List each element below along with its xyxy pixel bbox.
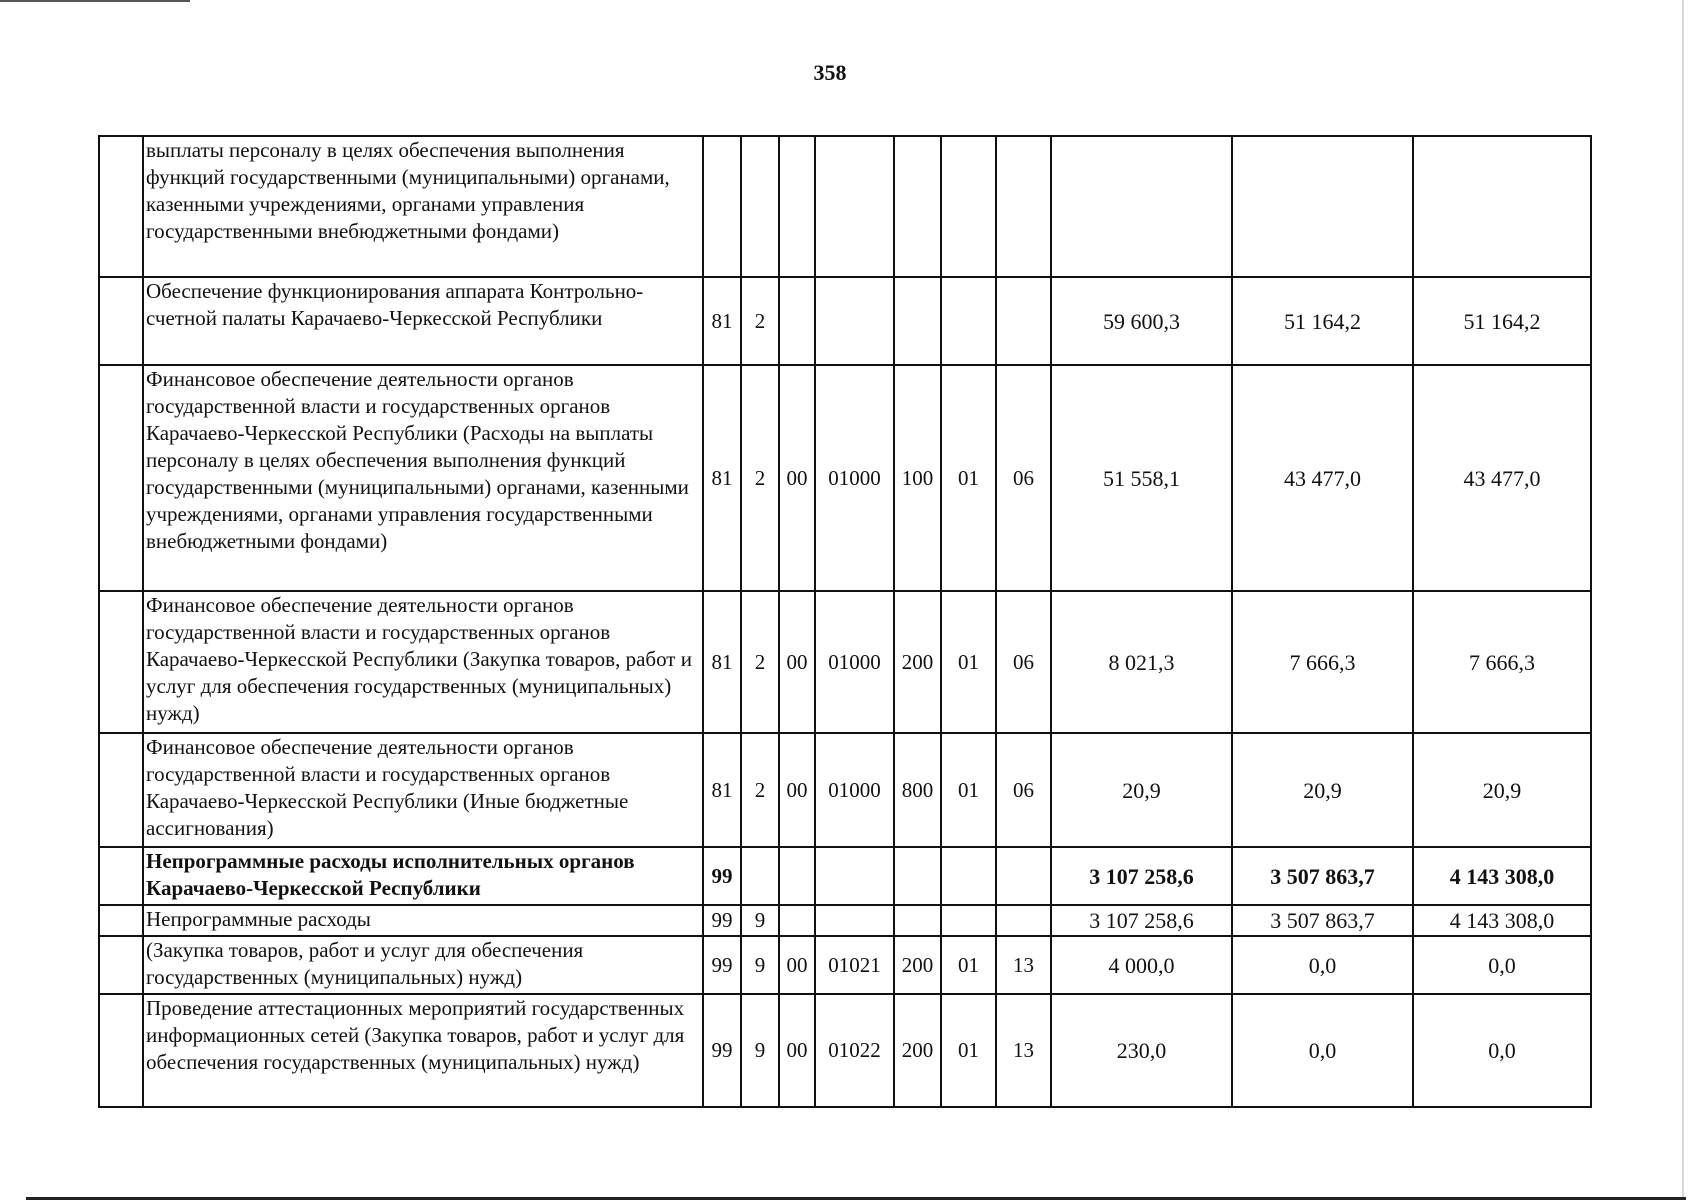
amount-cell: 0,0 [1232,994,1413,1107]
amount-cell [1232,136,1413,277]
code-cell [941,277,996,365]
code-cell [815,847,894,905]
code-cell: 2 [741,277,779,365]
code-cell: 01 [941,994,996,1107]
code-cell: 100 [894,365,941,591]
budget-table [98,135,1592,1108]
amount-cell: 20,9 [1051,733,1232,847]
code-cell: 13 [996,994,1051,1107]
code-cell: 9 [741,905,779,936]
code-cell: 99 [703,905,741,936]
table-row [99,591,1591,733]
code-cell [779,136,815,277]
code-cell: 2 [741,733,779,847]
amount-cell: 51 164,2 [1413,277,1591,365]
code-cell: 200 [894,994,941,1107]
code-cell [894,905,941,936]
code-cell [779,277,815,365]
code-cell [779,905,815,936]
code-cell: 99 [703,847,741,905]
code-cell [941,905,996,936]
row-number-cell [99,365,143,591]
amount-cell: 3 107 258,6 [1051,847,1232,905]
amount-cell: 0,0 [1413,994,1591,1107]
code-cell [996,136,1051,277]
table-row [99,994,1591,1107]
code-cell: 06 [996,365,1051,591]
amount-cell: 3 107 258,6 [1051,905,1232,936]
amount-cell: 230,0 [1051,994,1232,1107]
row-number-cell [99,936,143,994]
code-cell: 00 [779,365,815,591]
code-cell [815,136,894,277]
code-cell: 01 [941,591,996,733]
code-cell: 06 [996,733,1051,847]
row-description: Непрограммные расходы исполнительных органов Карачаево-Черкесской Республики [143,847,703,905]
code-cell: 99 [703,994,741,1107]
row-number-cell [99,733,143,847]
code-cell [941,136,996,277]
code-cell: 06 [996,591,1051,733]
amount-cell [1413,136,1591,277]
table-row [99,365,1591,591]
row-description: Финансовое обеспечение деятельности органов государственной власти и государственных органов Карачаево-Черкесской Республики (Расходы на выплаты персоналу в целях обеспечения выполнения функций государственными (муниципальными) органами, казенными учреждениями, органами управления государственными внебюджетными фондами) [143,365,703,591]
code-cell [894,277,941,365]
row-number-cell [99,136,143,277]
amount-cell: 3 507 863,7 [1232,847,1413,905]
code-cell: 01021 [815,936,894,994]
row-number-cell [99,591,143,733]
code-cell [996,847,1051,905]
amount-cell: 7 666,3 [1413,591,1591,733]
row-number-cell [99,905,143,936]
row-description: Проведение аттестационных мероприятий государственных информационных сетей (Закупка товаров, работ и услуг для обеспечения государственных (муниципальных) нужд) [143,994,703,1107]
amount-cell: 0,0 [1232,936,1413,994]
amount-cell: 3 507 863,7 [1232,905,1413,936]
amount-cell: 4 143 308,0 [1413,905,1591,936]
code-cell: 81 [703,591,741,733]
table-row [99,733,1591,847]
table-row [99,136,1591,277]
code-cell: 01000 [815,591,894,733]
code-cell: 01 [941,936,996,994]
amount-cell: 20,9 [1413,733,1591,847]
row-description: выплаты персоналу в целях обеспечения выполнения функций государственными (муниципальными) органами, казенными учреждениями, органами управления государственными внебюджетными фондами) [143,136,703,277]
code-cell: 81 [703,365,741,591]
code-cell: 81 [703,733,741,847]
row-description: Обеспечение функционирования аппарата Контрольно-счетной палаты Карачаево-Черкесской Республики [143,277,703,365]
code-cell [741,847,779,905]
code-cell: 01 [941,733,996,847]
row-description: Непрограммные расходы [143,905,703,936]
code-cell: 800 [894,733,941,847]
code-cell: 00 [779,936,815,994]
table-row [99,847,1591,905]
code-cell [741,136,779,277]
code-cell: 00 [779,994,815,1107]
top-rule [0,0,190,2]
amount-cell: 7 666,3 [1232,591,1413,733]
amount-cell: 0,0 [1413,936,1591,994]
amount-cell: 51 164,2 [1232,277,1413,365]
code-cell: 00 [779,733,815,847]
code-cell: 99 [703,936,741,994]
code-cell: 9 [741,936,779,994]
code-cell [894,136,941,277]
code-cell: 2 [741,591,779,733]
amount-cell: 59 600,3 [1051,277,1232,365]
table-row [99,277,1591,365]
code-cell [779,847,815,905]
code-cell [815,277,894,365]
code-cell: 13 [996,936,1051,994]
amount-cell: 4 143 308,0 [1413,847,1591,905]
amount-cell: 8 021,3 [1051,591,1232,733]
amount-cell: 43 477,0 [1232,365,1413,591]
page-number: 358 [813,60,847,85]
code-cell: 01000 [815,365,894,591]
code-cell [703,136,741,277]
code-cell [941,847,996,905]
code-cell: 200 [894,936,941,994]
amount-cell [1051,136,1232,277]
code-cell: 01000 [815,733,894,847]
row-description: (Закупка товаров, работ и услуг для обеспечения государственных (муниципальных) нужд) [143,936,703,994]
code-cell [996,277,1051,365]
amount-cell: 4 000,0 [1051,936,1232,994]
code-cell [894,847,941,905]
code-cell: 2 [741,365,779,591]
row-number-cell [99,847,143,905]
code-cell: 9 [741,994,779,1107]
row-description: Финансовое обеспечение деятельности органов государственной власти и государственных органов Карачаево-Черкесской Республики (Иные бюджетные ассигнования) [143,733,703,847]
amount-cell: 51 558,1 [1051,365,1232,591]
amount-cell: 20,9 [1232,733,1413,847]
code-cell: 00 [779,591,815,733]
code-cell: 200 [894,591,941,733]
code-cell: 01022 [815,994,894,1107]
amount-cell: 43 477,0 [1413,365,1591,591]
table-row [99,936,1591,994]
scan-edge [1682,0,1684,1200]
code-cell [996,905,1051,936]
row-description: Финансовое обеспечение деятельности органов государственной власти и государственных органов Карачаево-Черкесской Республики (Закупка товаров, работ и услуг для обеспечения государственных (муниципальных) нужд) [143,591,703,733]
code-cell [815,905,894,936]
code-cell: 81 [703,277,741,365]
row-number-cell [99,994,143,1107]
table-row [99,905,1591,936]
row-number-cell [99,277,143,365]
code-cell: 01 [941,365,996,591]
